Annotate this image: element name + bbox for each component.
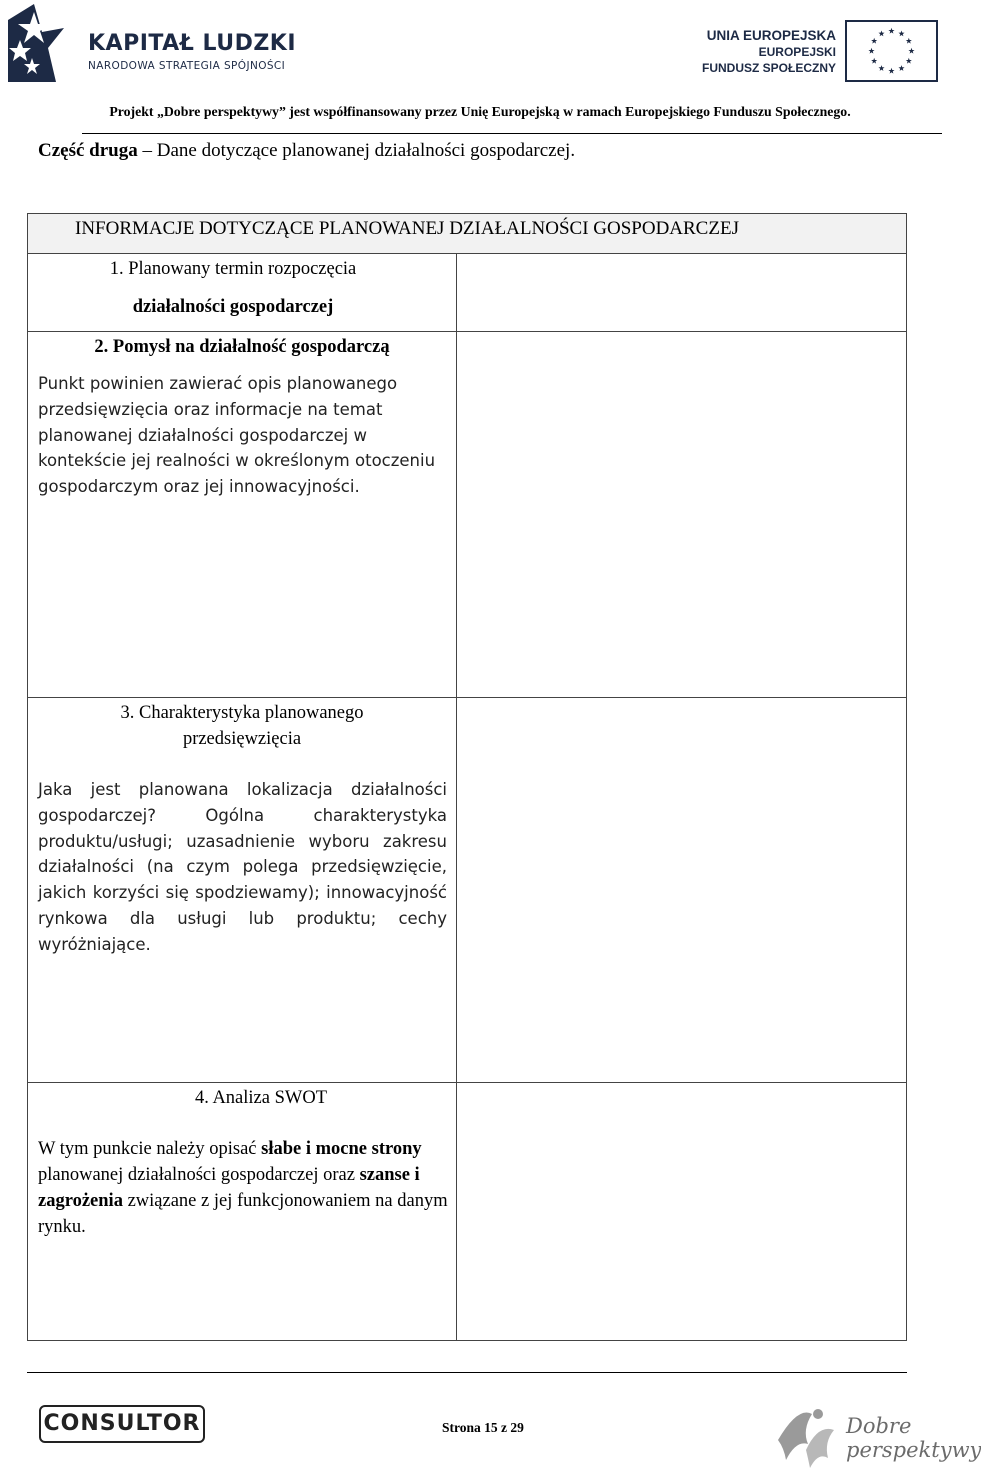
consultor-logo-icon — [39, 1405, 205, 1443]
section-3-title — [28, 700, 456, 752]
section-2-description: Punkt powinien zawierać opis planowanego przedsięwzięcia oraz informacje na temat planowanej działalności gospodarczej w kontekście jej realności w określonym otoczeniu gospodarczym oraz jej innowacyjności. — [38, 374, 436, 497]
part-heading-bold: Część druga — [38, 140, 138, 161]
section-3-description: Jaka jest planowana lokalizacja działalności gospodarczej? Ogólna charakterystyka produktu/usługi; uzasadnienie wyboru zakresu działalności (na czym polega przedsięwzięcie, jakich korzyści się spodziewamy); innowacyjność rynkowa dla usługi lub produktu; cechy wyróżniające. — [38, 780, 447, 954]
section-1-line-1: 1. Planowany termin rozpoczęcia — [109, 259, 357, 279]
section-4-text-1: W tym punkcie należy opisać — [38, 1139, 262, 1159]
page-header — [0, 0, 960, 132]
section-2-title: 2. Pomysł na działalność gospodarczą — [94, 337, 390, 357]
part-heading-rest: – Dane dotyczące planowanej działalności gospodarczej. — [137, 140, 576, 161]
business-idea-field[interactable] — [457, 332, 907, 697]
kapital-ludzki-logo-icon — [4, 2, 80, 84]
start-date-field[interactable] — [457, 255, 907, 331]
section-4-bold-1: słabe i mocne strony — [261, 1139, 422, 1159]
project-cofinancing-line: Projekt „Dobre perspektywy” jest współfinansowany przez Unię Europejską w ramach Europejskiego Funduszu Społecznego. — [109, 104, 851, 119]
section-4-title: 4. Analiza SWOT — [194, 1088, 328, 1108]
eu-line-2: EUROPEJSKI — [758, 45, 836, 59]
eu-line-1: UNIA EUROPEJSKA — [706, 28, 836, 43]
form-header — [28, 214, 906, 254]
section-4-description — [38, 1136, 448, 1240]
section-4-text-2: planowanej działalności gospodarczej oraz — [38, 1165, 360, 1185]
dobre-logo-line-2: perspektywy — [846, 1438, 981, 1462]
section-3-title-line-2: przedsięwzięcia — [182, 729, 302, 749]
footer-divider — [27, 1372, 907, 1373]
swot-field[interactable] — [457, 1083, 907, 1341]
part-heading — [38, 140, 575, 162]
page-number: Strona 15 z 29 — [442, 1420, 524, 1435]
header-divider — [82, 133, 942, 134]
form-header-title: INFORMACJE DOTYCZĄCE PLANOWANEJ DZIAŁALNOŚCI GOSPODARCZEJ — [75, 218, 739, 239]
section-4-bold-2: szanse i zagrożenia — [38, 1165, 420, 1211]
section-1-label — [28, 256, 438, 320]
venture-characteristics-field[interactable] — [457, 698, 907, 1082]
kapital-ludzki-title: KAPITAŁ LUDZKI — [88, 31, 297, 56]
consultor-logo-text: CONSULTOR — [43, 1411, 201, 1436]
business-info-form — [27, 213, 907, 1341]
kapital-ludzki-subtitle: NARODOWA STRATEGIA SPÓJNOŚCI — [88, 60, 286, 72]
section-3-title-line-1: 3. Charakterystyka planowanego — [120, 703, 364, 723]
dobre-logo-line-1: Dobre — [846, 1414, 912, 1438]
section-1-line-2: działalności gospodarczej — [132, 297, 334, 317]
eu-text — [700, 27, 836, 76]
eu-line-3: FUNDUSZ SPOŁECZNY — [701, 61, 836, 75]
section-4-text-3: związane z jej funkcjonowaniem na danym rynku. — [38, 1191, 448, 1237]
eu-flag-icon — [845, 20, 938, 82]
